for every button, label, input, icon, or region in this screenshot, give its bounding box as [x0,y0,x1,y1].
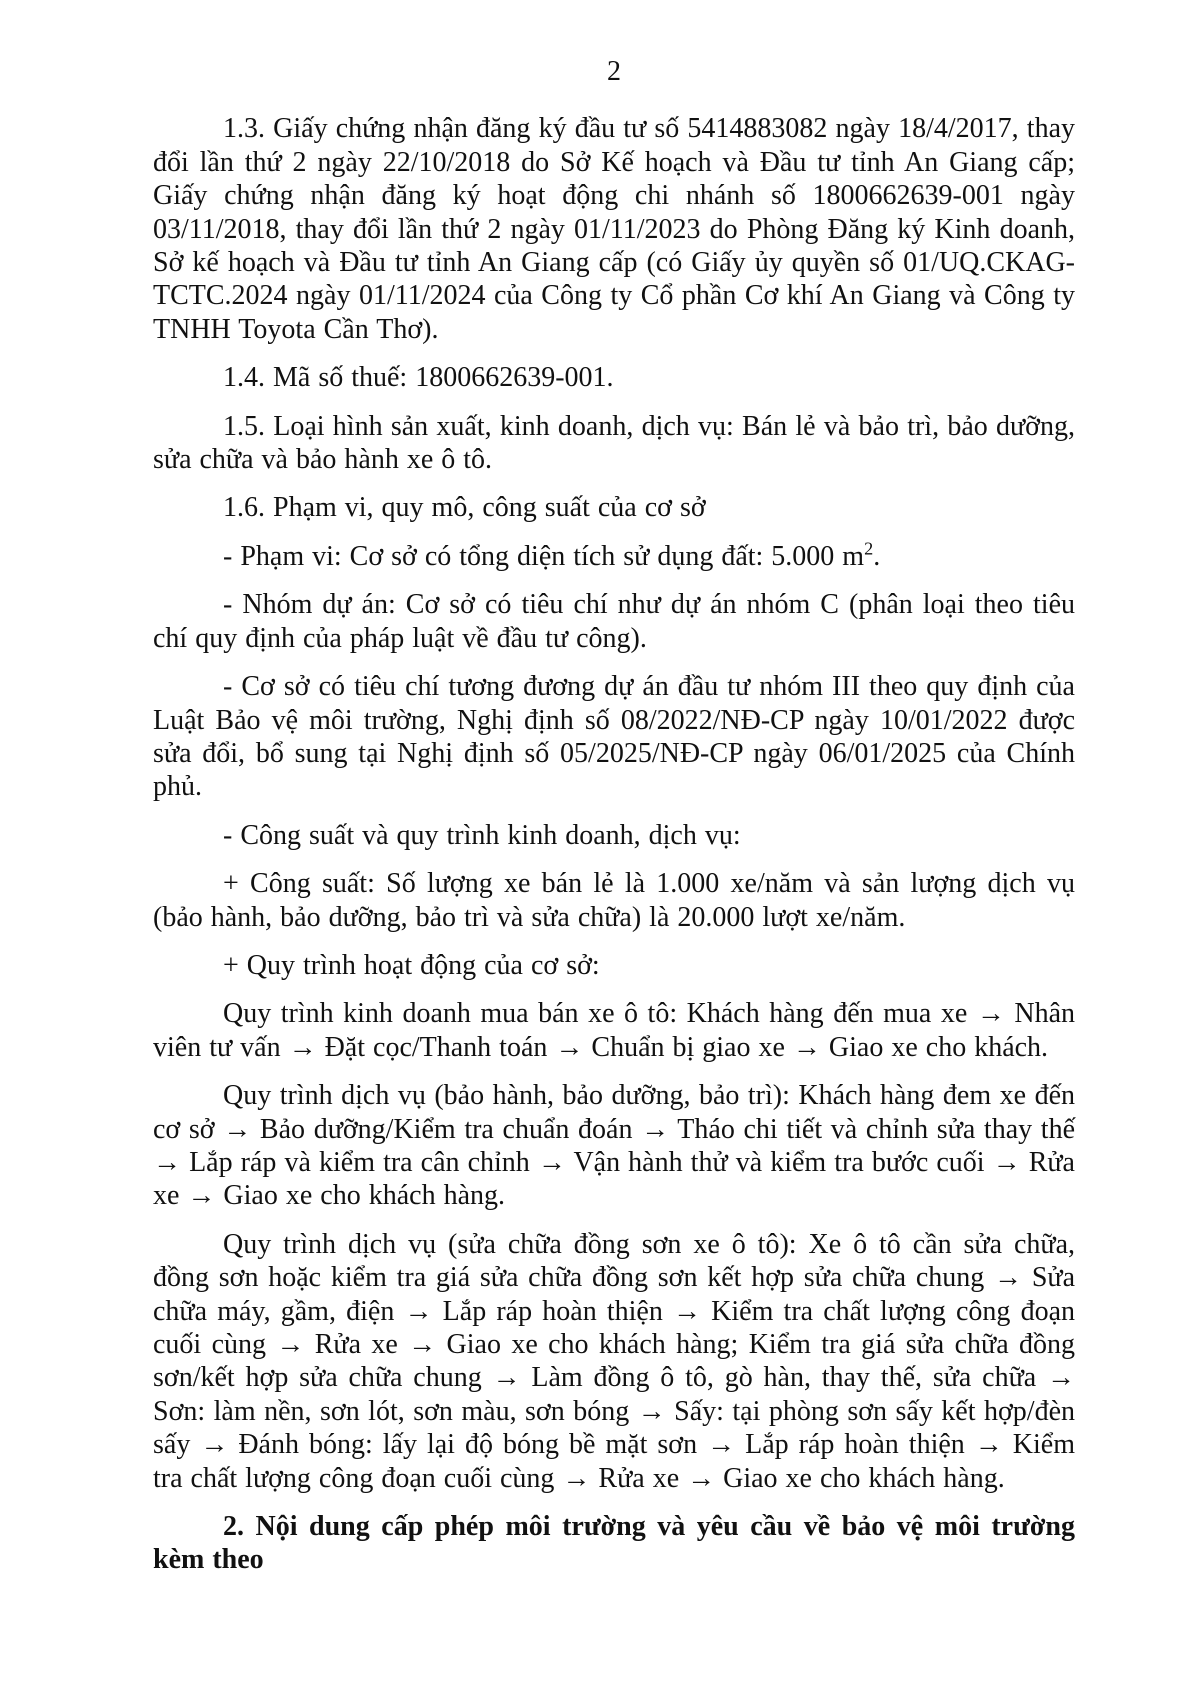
scope-area-period: . [873,540,881,572]
paragraph-bodypaint-process: Quy trình dịch vụ (sửa chữa đồng sơn xe ô tô): Xe ô tô cần sửa chữa, đồng sơn hoặc kiểm tra giá sửa chữa đồng sơn kết hợp sửa chữa chung → Sửa chữa máy, gầm, điện → Lắp ráp hoàn thiện → Kiểm tra chất lượng công đoạn cuối cùng → Rửa xe → Giao xe cho khách hàng; Kiểm tra giá sửa chữa đồng sơn/kết hợp sửa chữa chung → Làm đồng ô tô, gò hàn, thay thế, sửa chữa → Sơn: làm nền, sơn lót, sơn màu, sơn bóng → Sấy: tại phòng sơn sấy kết hợp/đèn sấy → Đánh bóng: lấy lại độ bóng bề mặt sơn → Lắp ráp hoàn thiện → Kiểm tra chất lượng công đoạn cuối cùng → Rửa xe → Giao xe cho khách hàng. [153,1228,1075,1494]
paragraph-capacity: + Công suất: Số lượng xe bán lẻ là 1.000 xe/năm và sản lượng dịch vụ (bảo hành, bảo dưỡng, bảo trì và sửa chữa) là 20.000 lượt xe/năm. [153,868,1075,933]
paragraph-1-6-scope-heading: 1.6. Phạm vi, quy mô, công suất của cơ sở [223,492,706,524]
paragraph-1-4-tax-code: 1.4. Mã số thuế: 1800662639-001. [223,362,614,394]
paragraph-1-3: 1.3. Giấy chứng nhận đăng ký đầu tư số 5414883082 ngày 18/4/2017, thay đổi lần thứ 2 ngày 22/10/2018 do Sở Kế hoạch và Đầu tư tỉnh An Giang cấp; Giấy chứng nhận đăng ký hoạt động chi nhánh số 1800662639-001 ngày 03/11/2018, thay đổi lần thứ 2 ngày 01/11/2023 do Phòng Đăng ký Kinh doanh, Sở kế hoạch và Đầu tư tỉnh An Giang cấp (có Giấy ủy quyền số 01/UQ.CKAG-TCTC.2024 ngày 01/11/2024 của Công ty Cổ phần Cơ khí An Giang và Công ty TNHH Toyota Cần Thơ). [153,113,1075,345]
paragraph-operation-process-label: + Quy trình hoạt động của cơ sở: [223,949,600,981]
scope-area-text: - Phạm vi: Cơ sở có tổng diện tích sử dụng đất: 5.000 m [223,540,865,572]
page-number: 2 [607,56,621,87]
paragraph-maintenance-process: Quy trình dịch vụ (bảo hành, bảo dưỡng, bảo trì): Khách hàng đem xe đến cơ sở → Bảo dưỡng/Kiểm tra chuẩn đoán → Tháo chi tiết và chỉnh sửa thay thế → Lắp ráp và kiểm tra cân chỉnh → Vận hành thử và kiểm tra bước cuối → Rửa xe → Giao xe cho khách hàng. [153,1080,1075,1212]
paragraph-capacity-process-label: - Công suất và quy trình kinh doanh, dịch vụ: [223,819,741,851]
paragraph-project-group: - Nhóm dự án: Cơ sở có tiêu chí như dự án nhóm C (phân loại theo tiêu chí quy định của pháp luật về đầu tư công). [153,589,1075,654]
paragraph-sales-process: Quy trình kinh doanh mua bán xe ô tô: Khách hàng đến mua xe → Nhân viên tư vấn → Đặt cọc/Thanh toán → Chuẩn bị giao xe → Giao xe cho khách. [153,998,1075,1063]
section-2-heading: 2. Nội dung cấp phép môi trường và yêu cầu về bảo vệ môi trường kèm theo [153,1511,1075,1576]
paragraph-scope-area [153,540,1075,573]
paragraph-1-5-business-type: 1.5. Loại hình sản xuất, kinh doanh, dịch vụ: Bán lẻ và bảo trì, bảo dưỡng, sửa chữa và bảo hành xe ô tô. [153,410,1075,476]
square-meter-superscript: 2 [864,538,874,559]
paragraph-group-iii-criteria: - Cơ sở có tiêu chí tương đương dự án đầu tư nhóm III theo quy định của Luật Bảo vệ môi trường, Nghị định số 08/2022/NĐ-CP ngày 10/01/2022 được sửa đổi, bổ sung tại Nghị định số 05/2025/NĐ-CP ngày 06/01/2025 của Chính phủ. [153,671,1075,803]
